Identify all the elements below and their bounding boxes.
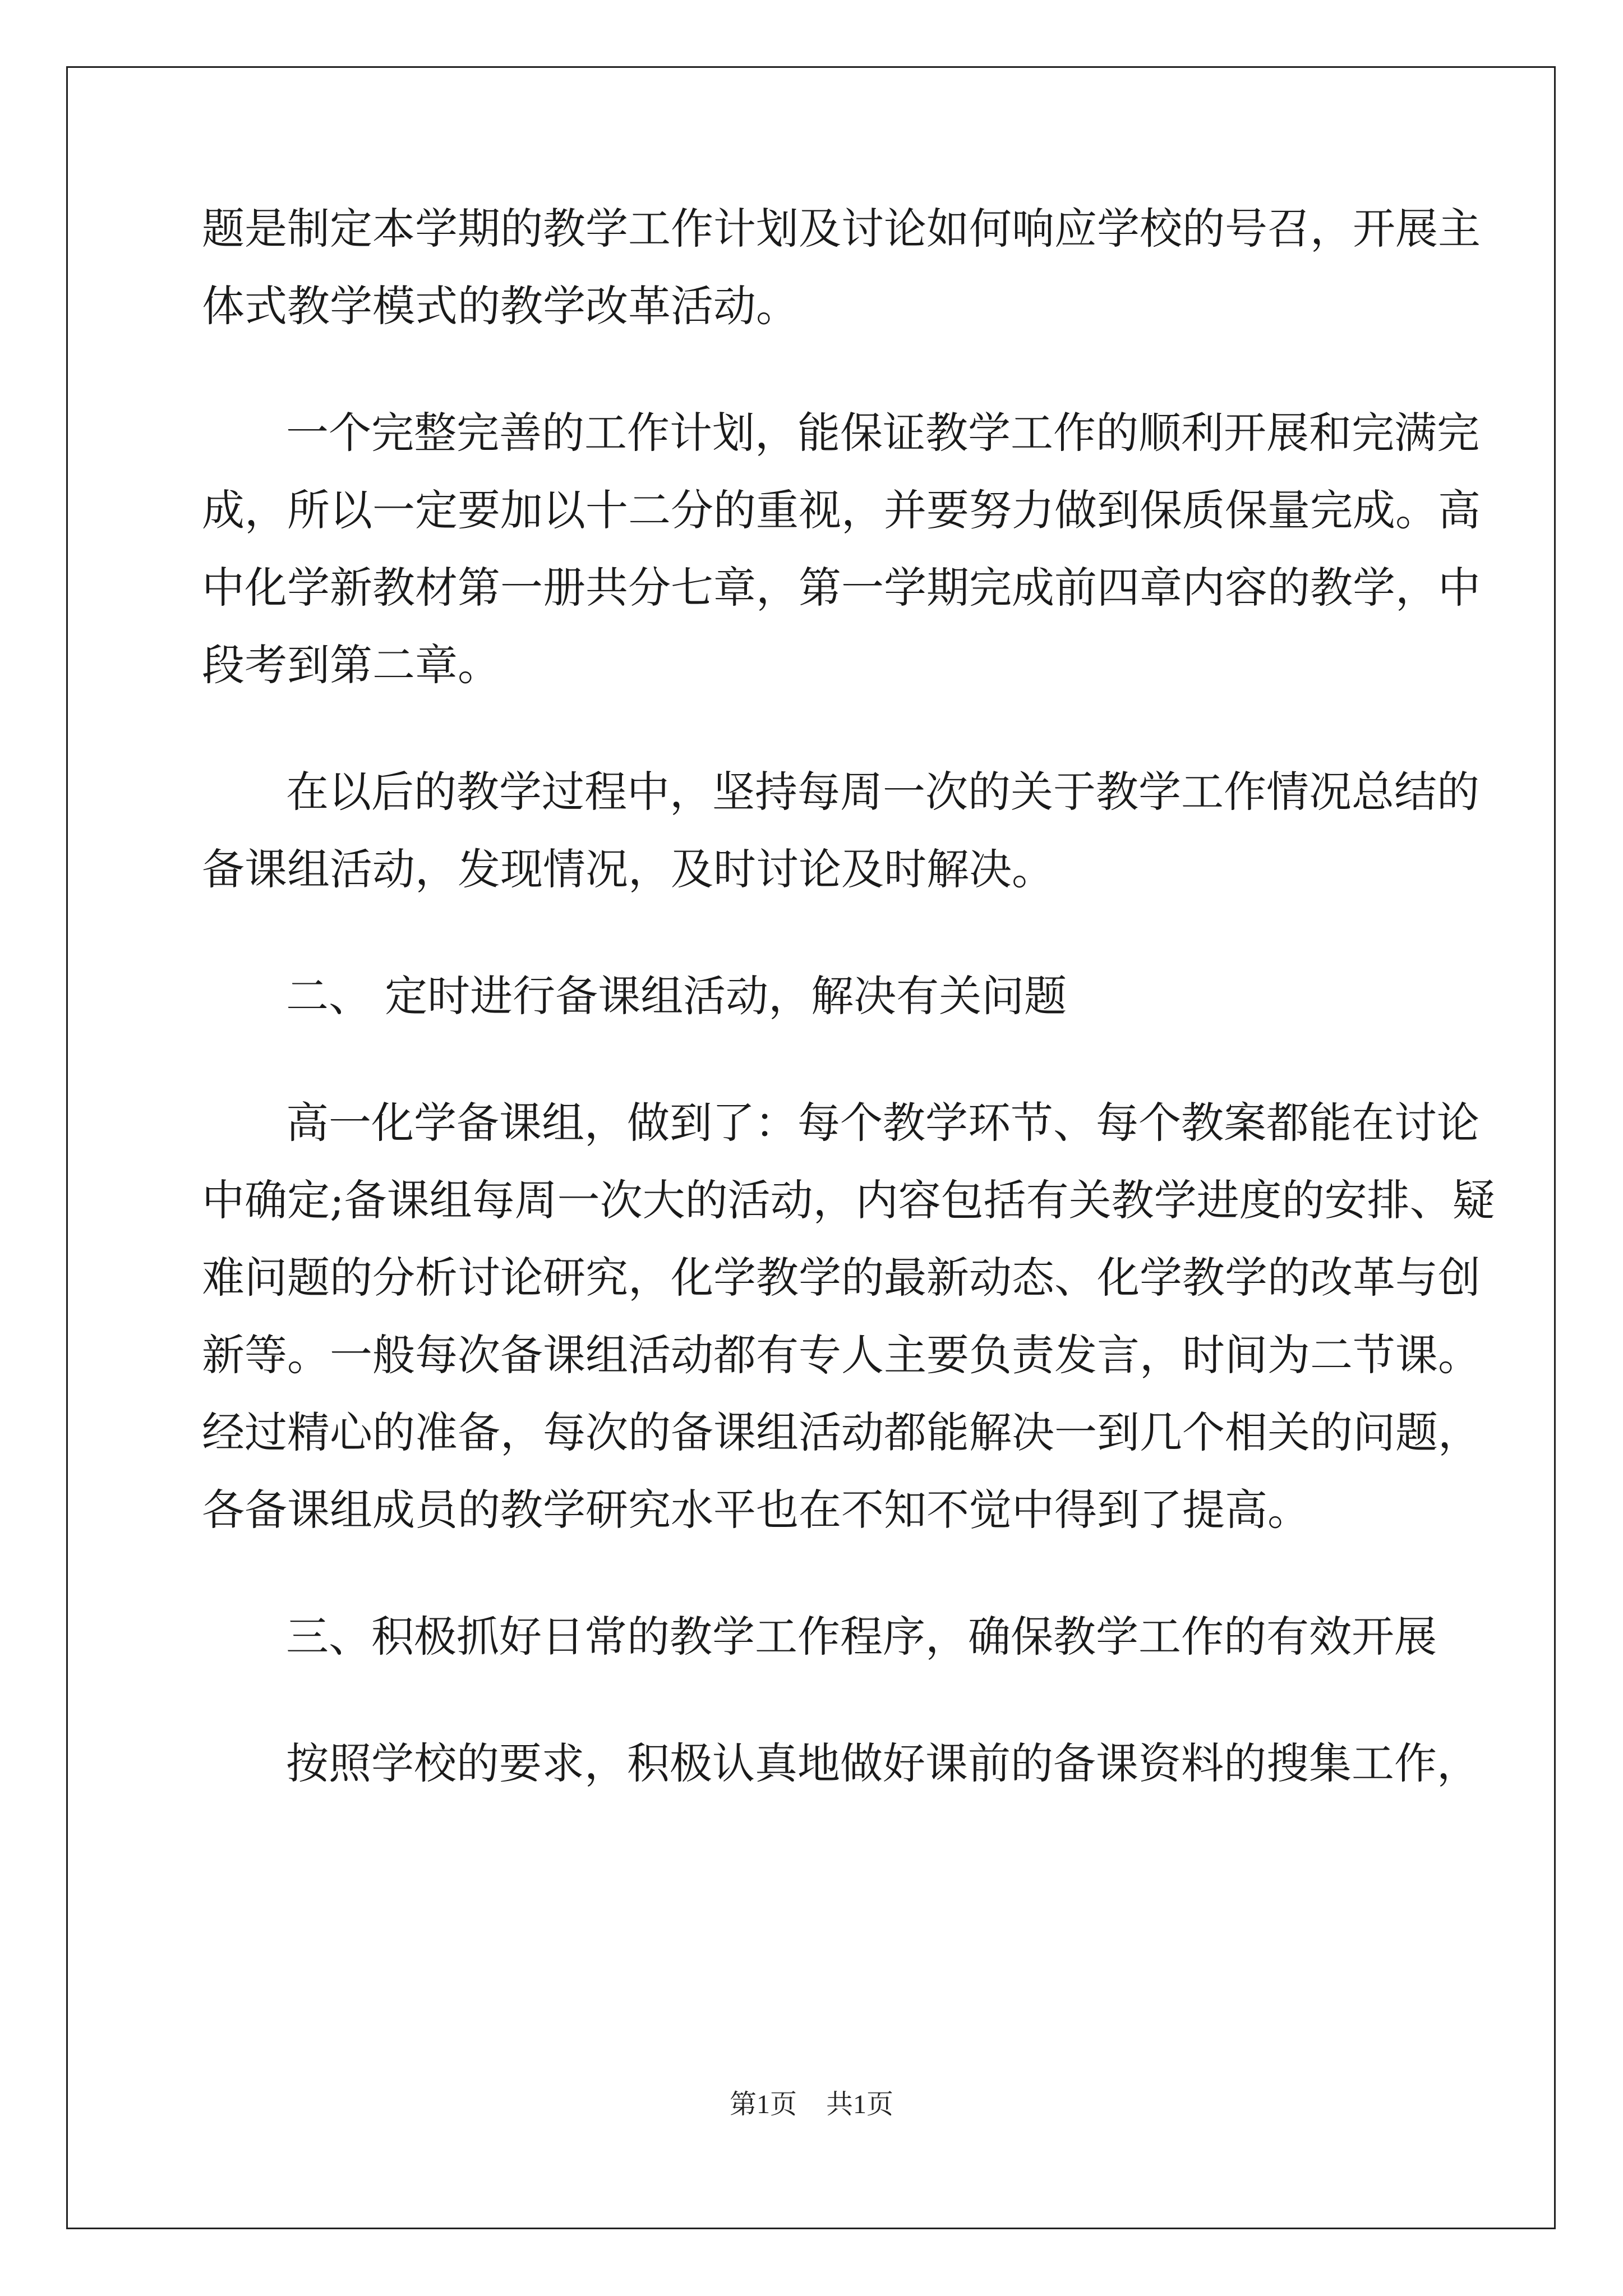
text-line: 按照学校的要求，积极认真地做好课前的备课资料的搜集工作， [286,1738,1479,1788]
section-heading: 二、 定时进行备课组活动，解决有关问题 [286,971,1067,1021]
document-body [202,204,1495,1820]
text-line: 难问题的分析讨论研究，化学教学的最新动态、化学教学的改革与创 [202,1253,1481,1303]
text-line: 中确定;备课组每周一次大的活动，内容包括有关教学进度的安排、疑 [202,1175,1495,1225]
text-line: 题是制定本学期的教学工作计划及讨论如何响应学校的号召，开展主 [202,204,1481,254]
text-line: 成，所以一定要加以十二分的重视，并要努力做到保质保量完成。高 [202,485,1481,535]
text-line: 新等。一般每次备课组活动都有专人主要负责发言，时间为二节课。 [202,1330,1481,1380]
section-heading: 三、积极抓好日常的教学工作程序，确保教学工作的有效开展 [286,1612,1437,1662]
text-line: 高一化学备课组，做到了：每个教学环节、每个教案都能在讨论 [286,1098,1479,1148]
page-number: 第1页 [729,2090,797,2119]
text-line: 体式教学模式的教学改革活动。 [202,281,799,331]
text-line: 在以后的教学过程中，坚持每周一次的关于教学工作情况总结的 [286,767,1479,817]
text-line: 一个完整完善的工作计划，能保证教学工作的顺利开展和完满完 [286,408,1479,458]
text-line: 各备课组成员的教学研究水平也在不知不觉中得到了提高。 [202,1485,1310,1535]
text-line: 段考到第二章。 [202,640,500,690]
text-line: 经过精心的准备，每次的备课组活动都能解决一到几个相关的问题， [202,1407,1481,1457]
text-line: 备课组活动，发现情况，及时讨论及时解决。 [202,844,1054,894]
text-line: 中化学新教材第一册共分七章，第一学期完成前四章内容的教学，中 [202,563,1481,613]
page-footer [0,2091,1623,2118]
page-total: 共1页 [826,2090,894,2119]
